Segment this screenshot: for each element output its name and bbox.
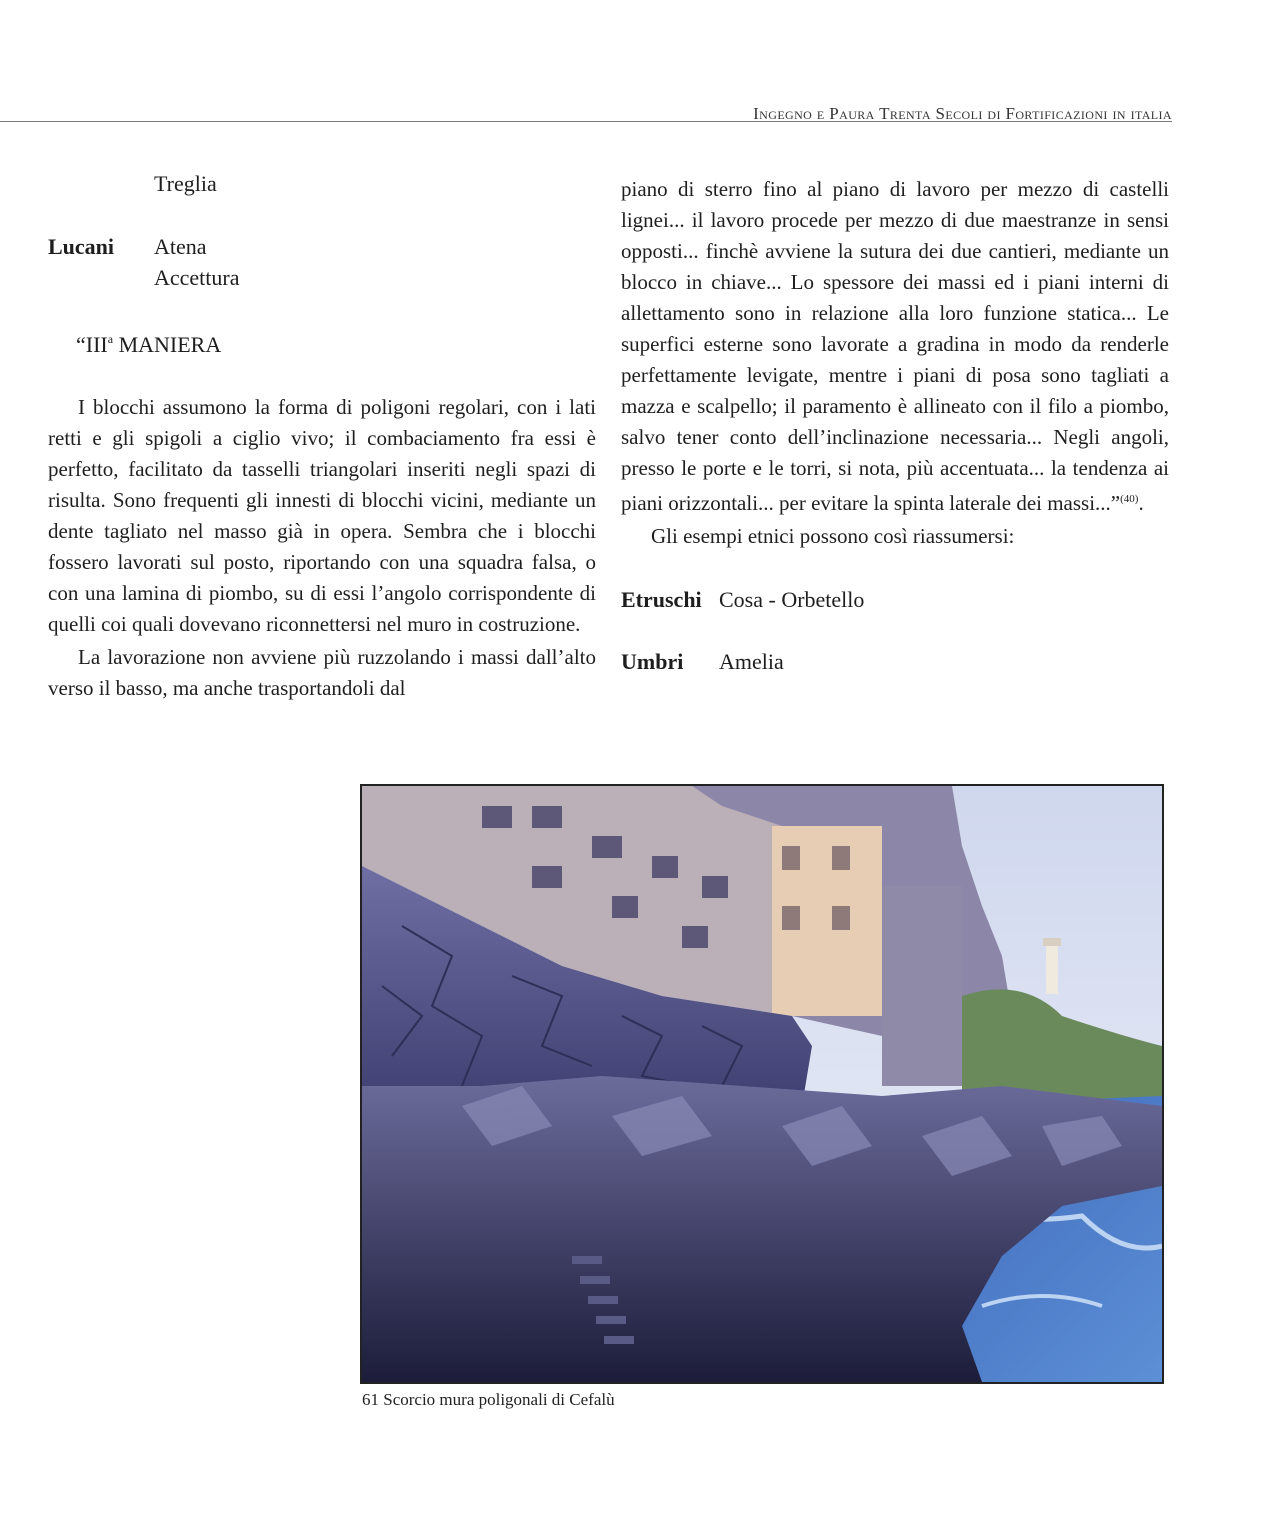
figure-caption: 61 Scorcio mura poligonali di Cefalù <box>362 1390 615 1409</box>
list-group: Umbri <box>621 649 684 674</box>
list-item <box>48 231 596 293</box>
footnote-reference: (40) <box>1120 493 1139 505</box>
figure-photo <box>360 784 1164 1384</box>
window <box>832 906 850 930</box>
list-site: Amelia <box>719 649 784 674</box>
list-site: Accettura <box>154 265 240 290</box>
list-item <box>48 168 596 199</box>
section-prefix: “III <box>76 332 108 357</box>
section-superscript: a <box>107 332 114 346</box>
quote-text: piano di sterro fino al piano di lavoro per mezzo di castelli lignei... il lavoro procede per mezzo di due maestranze in sensi opposti... finchè avviene la sutura dei due cantieri, mediante un blocco in chiave... Lo spessore dei massi ed i piani interni di allettamento sono in relazione alla loro funzione statica... Le superfici esterne sono lavorate a gradina in modo da renderle perfettamente levigate, mentre i piani di posa sono tagliati a mazza e scalpello; il paramento è allineato con il filo a piombo, salvo tener conto dell’inclinazione necessaria... Negli angoli, presso le porte e le torri, si nota, più accentuata... la tendenza ai piani orizzontali... per evitare la spinta laterale dei massi...” <box>621 177 1169 515</box>
list-item <box>621 646 1169 677</box>
window <box>782 846 800 870</box>
list-site: Atena <box>154 234 207 259</box>
window <box>782 906 800 930</box>
window <box>832 846 850 870</box>
body-paragraph-continued <box>621 174 1169 519</box>
lighthouse-top <box>1043 938 1061 946</box>
body-paragraph: I blocchi assumono la forma di poligoni regolari, con i lati retti e gli spigoli a ciglio vivo; il combaciamento fra essi è perfetto, facilitato da tasselli triangolari inseriti negli spazi di risulta. Sono frequenti gli innesti di blocchi vicini, mediante un dente tagliato nel masso già in opera. Sembra che i blocchi fossero lavorati sul posto, riportando con una squadra falsa, o con una lamina di piombo, su di essi l’angolo corrispondente di quelli coi quali dovevano riconnettersi nel muro in costruzione. <box>48 395 596 636</box>
list-group <box>48 168 154 199</box>
body-paragraph: La lavorazione non avviene più ruzzolando i massi dall’alto verso il basso, ma anche trasportandoli dal <box>48 645 596 700</box>
section-heading <box>48 324 596 360</box>
side-building <box>882 886 962 1086</box>
list-sites <box>154 168 217 199</box>
lighthouse <box>1046 944 1058 994</box>
list-item <box>621 584 1169 615</box>
list-site: Cosa - Orbetello <box>719 587 865 612</box>
quote-end: . <box>1138 491 1144 515</box>
running-head: Ingegno e Paura Trenta Secoli di Fortificazioni in italia <box>753 104 1172 123</box>
list-site: Treglia <box>154 171 217 196</box>
list-group: Etruschi <box>621 587 702 612</box>
section-title: MANIERA <box>113 332 222 357</box>
list-sites <box>154 231 240 293</box>
body-paragraph: Gli esempi etnici possono così riassumersi: <box>651 524 1015 548</box>
right-column <box>621 174 1169 677</box>
photo-illustration <box>362 786 1162 1382</box>
left-column <box>48 168 596 704</box>
list-group: Lucani <box>48 234 115 259</box>
